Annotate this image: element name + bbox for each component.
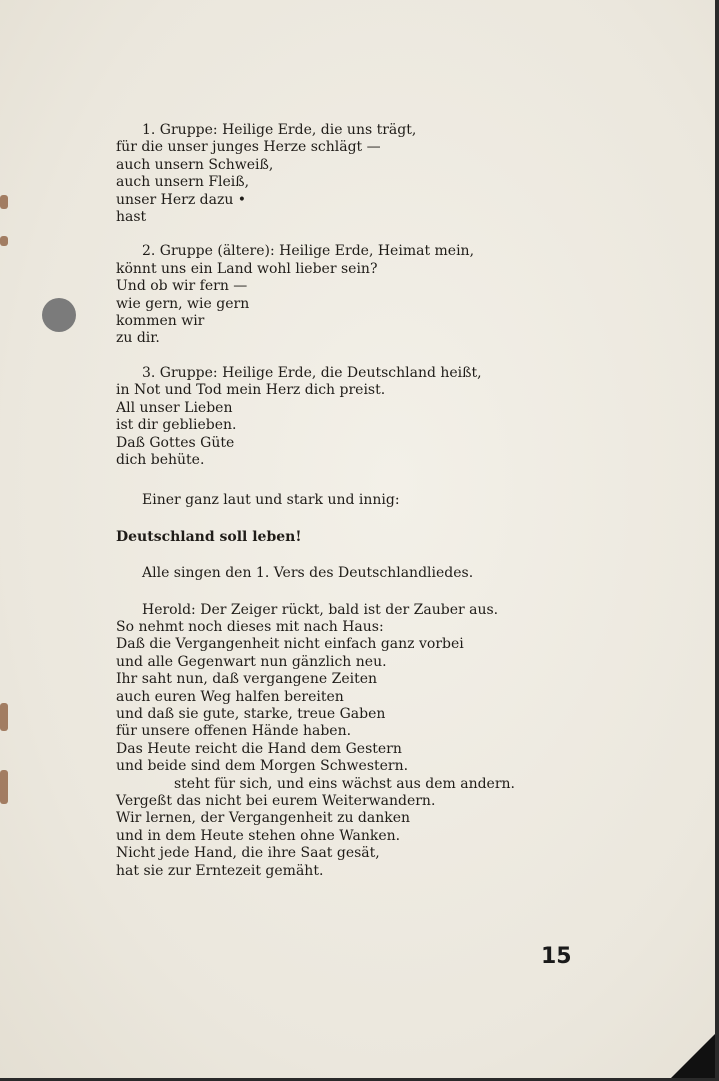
stanza-line: auch unsern Schweiß, <box>116 156 274 173</box>
stanza-line: 1. Gruppe: Heilige Erde, die uns trägt, <box>142 122 417 138</box>
stanza-line: kommen wir <box>116 313 205 330</box>
stanza-line: auch unsern Fleiß, <box>116 174 250 191</box>
stanza-group-1 <box>116 122 596 226</box>
speech-line: und alle Gegenwart nun gänzlich neu. <box>116 653 387 670</box>
stanza-line: dich behüte. <box>116 451 205 468</box>
speech-line: Wir lernen, der Vergangenheit zu danken <box>116 810 411 827</box>
punch-hole <box>42 298 76 332</box>
stanza-line: wie gern, wie gern <box>116 295 250 312</box>
speech-line: Daß die Vergangenheit nicht einfach ganz vorbei <box>116 636 464 653</box>
stanza-line: All unser Lieben <box>116 399 233 416</box>
speech-line: für unsere offenen Hände haben. <box>116 723 352 740</box>
speech-line: hat sie zur Erntezeit gemäht. <box>116 862 324 879</box>
paper-stain <box>0 703 8 731</box>
speech-line: Das Heute reicht die Hand dem Gestern <box>116 740 402 757</box>
speech-line: Nicht jede Hand, die ihre Saat gesät, <box>116 845 380 862</box>
stanza-line: könnt uns ein Land wohl lieber sein? <box>116 260 378 277</box>
paper-stain <box>0 770 8 804</box>
corner-fold <box>671 1034 715 1078</box>
stage-direction: Einer ganz laut und stark und innig: <box>142 492 400 509</box>
page-body <box>116 122 596 880</box>
stanza-line: in Not und Tod mein Herz dich preist. <box>116 382 386 399</box>
stage-direction: Alle singen den 1. Vers des Deutschlandliedes. <box>142 565 474 582</box>
stanza-line: Daß Gottes Güte <box>116 434 235 451</box>
herold-speech <box>116 602 596 881</box>
speech-line: Herold: Der Zeiger rückt, bald ist der Zauber aus. <box>142 601 499 618</box>
paper-stain <box>0 195 8 209</box>
stanza-line: ist dir geblieben. <box>116 417 237 434</box>
stanza-group-2 <box>116 243 596 347</box>
stanza-line: 3. Gruppe: Heilige Erde, die Deutschland heißt, <box>142 364 482 381</box>
speech-line: und beide sind dem Morgen Schwestern. <box>116 758 409 775</box>
stanza-line: unser Herz dazu • <box>116 191 247 208</box>
stanza-line: für die unser junges Herze schlägt — <box>116 139 381 156</box>
stanza-line: Und ob wir fern — <box>116 278 248 295</box>
paper-stain <box>0 236 8 246</box>
exclamation: Deutschland soll leben! <box>116 528 302 545</box>
speech-line: auch euren Weg halfen bereiten <box>116 688 344 705</box>
page-number: 15 <box>541 944 572 969</box>
speech-line: Ihr saht nun, daß vergangene Zeiten <box>116 671 378 688</box>
stanza-line: hast <box>116 209 147 226</box>
stanza-line: zu dir. <box>116 330 160 347</box>
stanza-line: 2. Gruppe (ältere): Heilige Erde, Heimat mein, <box>142 243 475 260</box>
speech-line: und daß sie gute, starke, treue Gaben <box>116 705 386 722</box>
speech-line: So nehmt noch dieses mit nach Haus: <box>116 618 384 635</box>
speech-line: und in dem Heute stehen ohne Wanken. <box>116 827 401 844</box>
speech-line: steht für sich, und eins wächst aus dem andern. <box>174 775 515 792</box>
speech-line: Vergeßt das nicht bei eurem Weiterwandern. <box>116 793 436 809</box>
stanza-group-3 <box>116 365 596 469</box>
